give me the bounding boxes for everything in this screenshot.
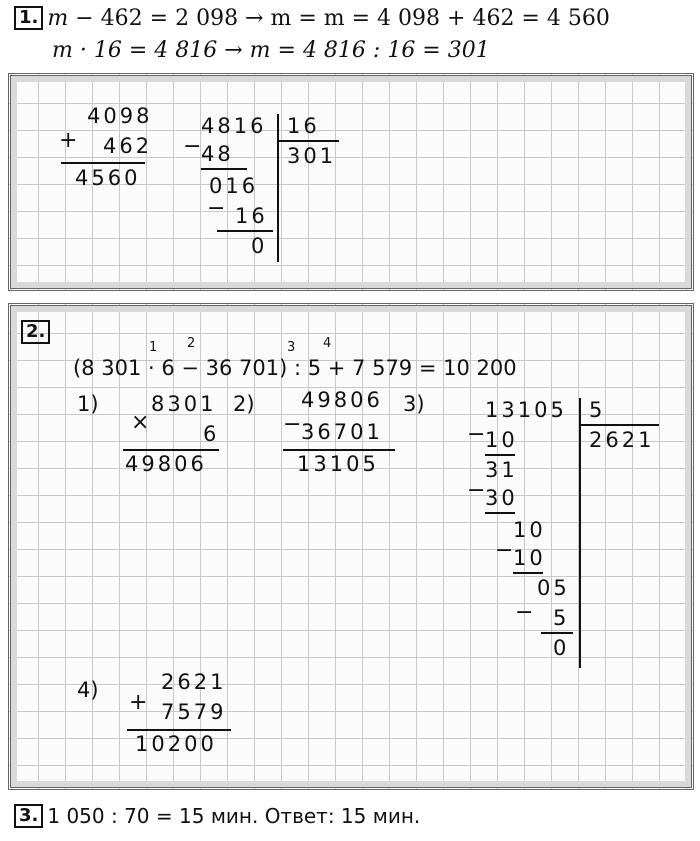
task2-step1-a: 8301 (151, 392, 217, 416)
task2-step3-row-3: 30 (485, 486, 518, 510)
task1-add-a: 4098 (87, 104, 153, 128)
minus-icon: − (183, 134, 202, 159)
task2-order-1: 1 (149, 340, 158, 355)
task1-div-quotient: 301 (287, 144, 337, 168)
minus-icon: − (515, 600, 534, 625)
task2-step3-rule2 (485, 512, 515, 514)
task1-div-divisor: 16 (287, 114, 320, 138)
task2-step3-row-5: 10 (513, 546, 546, 570)
task2-step2-a: 49806 (301, 388, 383, 412)
task1-div-bar (277, 114, 279, 262)
task2-step3-quot-rule (579, 424, 659, 426)
task3-line (14, 804, 420, 828)
task2-order-4: 4 (323, 336, 332, 351)
task2-step1-label: 1) (77, 392, 99, 416)
task2-step3-row-8: 0 (553, 636, 570, 660)
minus-icon: − (495, 538, 514, 563)
minus-icon: − (467, 422, 486, 447)
task2-step3-row-6: 05 (537, 576, 570, 600)
task2-step4-sum: 10200 (135, 732, 217, 756)
task1-line2: m · 16 = 4 816 → m = 4 816 : 16 = 301 (52, 38, 490, 63)
task3-number: 3. (14, 804, 43, 828)
task1-add-b: 462 (103, 134, 153, 158)
task1-div-s1: 48 (201, 142, 234, 166)
times-icon: × (131, 410, 150, 435)
task1-div-r1: 016 (209, 174, 259, 198)
minus-icon: − (467, 478, 486, 503)
task1-div-dividend: 4816 (201, 114, 267, 138)
task1-div-rule1 (201, 168, 247, 170)
task2-step3-rule4 (541, 632, 573, 634)
task2-order-2: 2 (187, 336, 196, 351)
task1-line1-rest: − 462 = 2 098 → m = m = 4 098 + 462 = 4 560 (68, 6, 610, 31)
task3-text: 1 050 : 70 = 15 мин. Ответ: 15 мин. (47, 804, 421, 828)
task2-step2-label: 2) (233, 392, 255, 416)
task1-div-r2: 0 (251, 234, 268, 258)
task2-step2-b: 36701 (301, 420, 383, 444)
task2-step2-rule (283, 449, 395, 451)
task2-step2-result: 13105 (297, 452, 379, 476)
task1-div-quot-rule (277, 140, 339, 142)
task2-step4-b: 7579 (161, 700, 227, 724)
task2-step3-label: 3) (403, 392, 425, 416)
task2-number: 2. (21, 320, 54, 344)
task2-step3-row-4: 10 (513, 518, 546, 542)
task2-step4-label: 4) (77, 678, 99, 702)
task2-step3-quotient: 2621 (589, 428, 655, 452)
task2-step4-a: 2621 (161, 670, 227, 694)
task2-order-3: 3 (287, 340, 296, 355)
task1-add-rule (61, 162, 145, 164)
task1-line1 (14, 6, 610, 31)
task2-step3-rule1 (485, 454, 515, 456)
task1-div-s2: 16 (235, 204, 268, 228)
task1-add-sum: 4560 (75, 166, 141, 190)
task2-step3-bar (579, 398, 581, 668)
task2-step3-row-7: 5 (553, 606, 570, 630)
task2-step3-divisor: 5 (589, 398, 606, 422)
minus-icon: − (283, 412, 302, 437)
task2-expression: (8 301 · 6 − 36 701) : 5 + 7 579 = 10 200 (73, 356, 517, 380)
task1-grid-panel (8, 73, 694, 291)
minus-icon: − (207, 196, 226, 221)
task2-step1-b: 6 (203, 422, 220, 446)
task1-line1-var: m (47, 6, 69, 31)
task2-step1-result: 49806 (125, 452, 207, 476)
plus-icon: + (59, 128, 78, 153)
task2-step4-rule (127, 729, 231, 731)
task2-step3-rule3 (513, 572, 543, 574)
task2-step3-row-2: 31 (485, 458, 518, 482)
task2-step1-rule (123, 449, 219, 451)
task2-step3-row-1: 10 (485, 428, 518, 452)
plus-icon: + (129, 690, 148, 715)
task2-grid-panel (8, 303, 694, 790)
task1-div-rule2 (217, 230, 273, 232)
task1-number: 1. (14, 6, 43, 30)
task2-step3-dividend: 13105 (485, 398, 567, 422)
